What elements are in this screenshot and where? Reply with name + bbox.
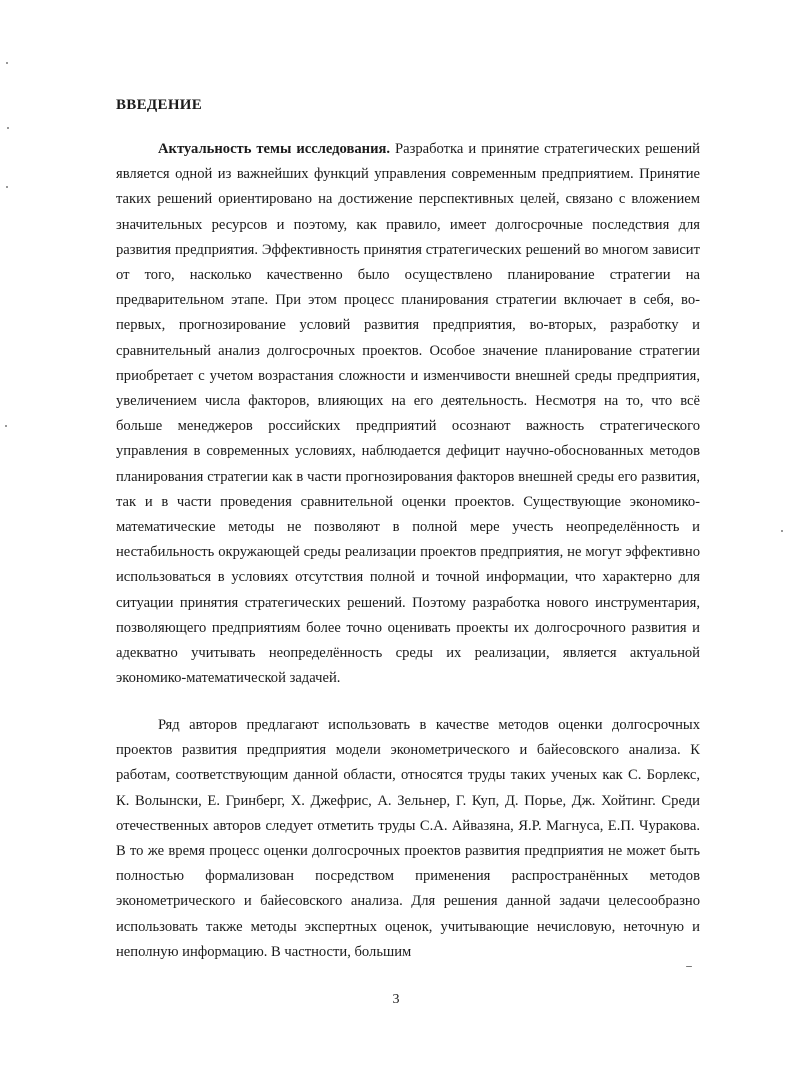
scan-speck	[686, 966, 692, 967]
paragraph-body: Разработка и принятие стратегических решений является одной из важнейших функций управления современным предприятием. Принятие таких решений ориентировано на достижение перспективных целей, связано с вложением значительных ресурсов и поэтому, как правило, имеет долгосрочные последствия для развития предприятия. Эффективность принятия стратегических решений во многом зависит от того, насколько качественно было осуществлено планирование стратегии на предварительном этапе. При этом процесс планирования стратегии включает в себя, во-первых, прогнозирование условий развития предприятия, во-вторых, разработку и сравнительный анализ долгосрочных проектов. Особое значение планирование стратегии приобретает с учетом возрастания сложности и изменчивости внешней среды предприятия, увеличением числа факторов, влияющих на его деятельность. Несмотря на то, что всё больше менеджеров российских предприятий осознают важность стратегического управления в современных условиях, наблюдается дефицит научно-обоснованных методов планирования стратегии как в части прогнозирования факторов внешней среды его развития, так и в части проведения сравнительной оценки проектов. Существующие экономико-математические методы не позволяют в полной мере учесть неопределённость и нестабильность окружающей среды реализации проектов предприятия, не могут эффективно использоваться в условиях отсутствия полной и точной информации, что характерно для ситуации принятия стратегических решений. Поэтому разработка нового инструментария, позволяющего предприятиям более точно оценивать проекты их долгосрочного развития и адекватно учитывать неопределённость среды их реализации, является актуальной экономико-математической задачей.	[116, 141, 700, 687]
section-heading: ВВЕДЕНИЕ	[116, 97, 203, 113]
scan-speck	[5, 425, 7, 427]
paragraph-relevance	[116, 137, 700, 691]
paragraph-body: Ряд авторов предлагают использовать в качестве методов оценки долгосрочных проектов развития предприятия модели эконометрического и байесовского анализа. К работам, соответствующим данной области, относятся труды таких ученых как С. Борлекс, К. Волынски, Е. Гринберг, Х. Джефрис, А. Зельнер, Г. Куп, Д. Порье, Дж. Хойтинг. Среди отечественных авторов следует отметить труды С.А. Айвазяна, Я.Р. Магнуса, Е.П. Чуракова. В то же время процесс оценки долгосрочных проектов развития предприятия не может быть полностью формализован посредством применения распространённых методов эконометрического и байесовского анализа. Для решения данной задачи целесообразно использовать также методы экспертных оценок, учитывающие нечисловую, неточную и неполную информацию. В частности, большим	[116, 717, 700, 960]
scan-speck	[7, 127, 9, 129]
page-number: 3	[392, 992, 400, 1007]
scan-speck	[6, 186, 8, 188]
scan-speck	[781, 530, 783, 532]
paragraph-authors	[116, 713, 700, 965]
scan-speck	[6, 62, 8, 64]
paragraph-lead: Актуальность темы исследования.	[158, 141, 391, 157]
